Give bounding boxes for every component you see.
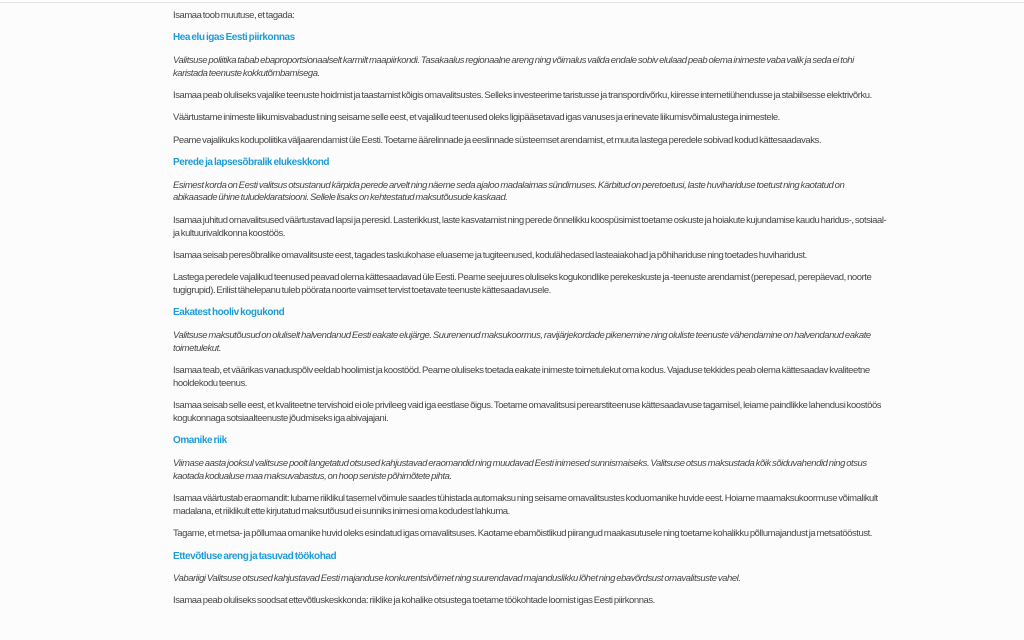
paragraph: Isamaa väärtustab eraomandit: lubame riiklikul tasemel võimule saades tühistada automaksu ning seisame omavalitsustes koduomanike huvide eest. Hoiame maamaksukoormuse võimalikult madalana, et riiklikult ette kirjutatud maksutõusud ei sunniks inimesi oma kodudest lahkuma.: [173, 493, 878, 517]
paragraph: Valitsuse maksutõusud on oluliselt halvendanud Eesti eakate elujärge. Suurenenud maksukoormus, ravijärjekordade pikenemine ning oluliste teenuste vähendamine on halvendanud eakate toimetulekut.: [173, 329, 871, 354]
section-heading: Perede ja lapsesõbralik elukeskkond: [173, 157, 330, 169]
intro-line: Isamaa toob muutuse, et tagada:: [173, 10, 295, 21]
paragraph: Isamaa teab, et väärikas vanaduspõlv eeldab hoolimist ja koostööd. Peame oluliseks toetada eakate inimeste toimetulekut oma kodus. Vajaduse tekkides peab olema kättesaadav kvaliteetne hooldekodu teenus.: [173, 365, 870, 389]
paragraph: Vabariigi Valitsuse otsused kahjustavad Eesti majanduse konkurentsivõimet ning suurendavad majanduslikku lõhet ning ebavõrdsust omavalitsuste vahel.: [173, 572, 741, 584]
paragraph: Isamaa seisab selle eest, et kvaliteetne tervishoid ei ole privileeg vaid iga eestlase õigus. Toetame omavalitsusi perearstiteenuse kättesaadavuse tagamisel, leiame paindlikke lahendusi koostöös kogukonnaga sotsiaalteenuste jõudmiseks iga abivajajani.: [173, 400, 882, 425]
paragraph: Isamaa peab oluliseks vajalike teenuste hoidmist ja taastamist kõigis omavalitsustes. Selleks investeerime taristusse ja transpordivõrku, kiiresse internetiühendusse ja stabiilsesse elektrivõrku.: [173, 89, 872, 101]
paragraph: Lastega peredele vajalikud teenused peavad olema kättesaadavad üle Eesti. Peame seejuures oluliseks kogukondlike perekeskuste ja -teenuste arendamist (perepesad, perepäevad, noorte tugigrupid). Erilist tähelepanu tuleb pöörata noorte vaimset tervist toetavate teenuste kättesaadavusele.: [173, 272, 872, 297]
section-heading: Hea elu igas Eesti piirkonnas: [173, 32, 295, 44]
paragraph: Isamaa seisab peresõbralike omavalitsuste eest, tagades taskukohase eluaseme ja tugiteenused, kodulähedased lasteaiakohad ja põhihariduse ning toetades huviharidust.: [173, 249, 807, 261]
paragraph: Tagame, et metsa- ja põllumaa omanike huvid oleks esindatud igas omavalitsuses. Kaotame ebamõistlikud piirangud maakasutusele ning toetame kohalikku põllumajandust ja metsatööstust.: [173, 528, 872, 540]
section-heading: Eakatest hooliv kogukond: [173, 307, 285, 319]
paragraph: Esimest korda on Eesti valitsus otsustanud kärpida perede arvelt ning näeme seda ajaloo madalaimas sündimuses. Kärbitud on peretoetusi, laste huvihariduse toetust ning kaotatud on abikaasade ühine tuludeklaratsiooni. Sellele lisaks on kehtestatud maksutõusude kaskaad.: [173, 179, 845, 204]
paragraph: Isamaa juhitud omavalitsused väärtustavad lapsi ja peresid. Lasterikkust, laste kasvatamist ning perede õnnelikku koospüsimist toetame oskuste ja hoiakute kujundamise kaudu haridus-, sotsiaal- ja kultuurivaldkonna koostöös.: [173, 214, 887, 239]
paragraph: Isamaa peab oluliseks soodsat ettevõtluskeskkonda: riiklike ja kohalike otsustega toetame töökohtade loomist igas Eesti piirkonnas.: [173, 595, 655, 607]
paragraph: Valitsuse poliitika tabab ebaproportsionaalselt karmilt maapiirkondi. Tasakaalus regionaalne areng ning võimalus valida endale sobiv elulaad peab olema inimeste vaba valik ja seda ei tohi karistada teenuste kokkutõmbamisega.: [173, 54, 854, 79]
paragraph: Väärtustame inimeste liikumisvabadust ning seisame selle eest, et vajalikud teenused oleks ligipääsetavad igas vanuses ja erinevate liikumisvõimalustega inimestele.: [173, 112, 780, 124]
document-content: [173, 3, 889, 608]
paragraph: Peame vajalikuks kodupoliitika väljaarendamist üle Eesti. Toetame äärelinnade ja eeslinnade süsteemset arendamist, et muuta lastega peredele sobivad kodud kättesaadavaks.: [173, 134, 822, 146]
paragraph: Viimase aasta jooksul valitsuse poolt langetatud otsused kahjustavad eraomandid ning muudavad Eesti inimesed sunnismaiseks. Valitsuse otsus maksustada kõik sõiduvahendid ning otsus kaotada kodualuse maa maksuvabastus, on hoop seniste põhimõtete pihta.: [173, 457, 867, 482]
section-heading: Omanike riik: [173, 435, 227, 447]
section-heading: Ettevõtluse areng ja tasuvad töökohad: [173, 550, 337, 562]
